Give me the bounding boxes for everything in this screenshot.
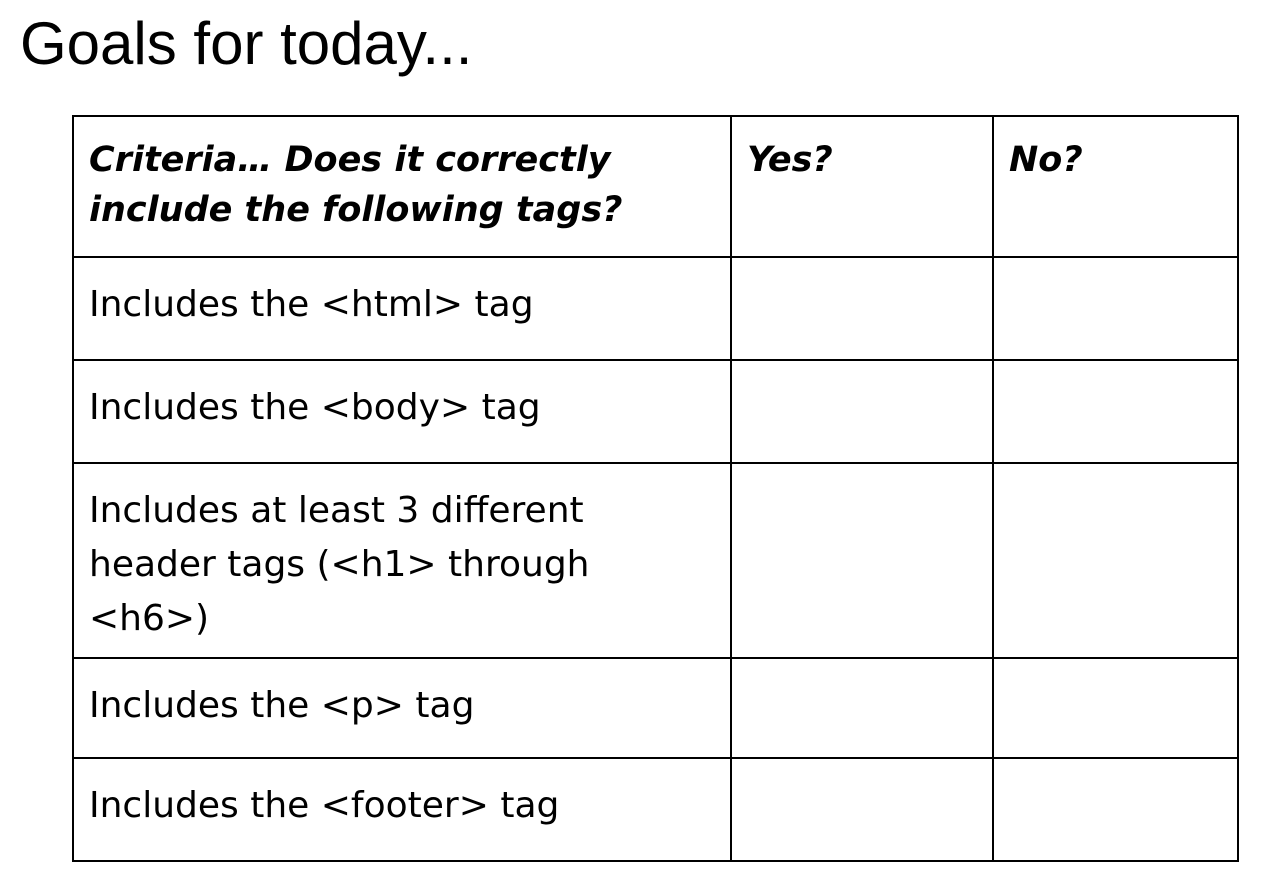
criteria-cell <box>73 360 731 463</box>
criteria-header <box>73 116 731 257</box>
no-cell[interactable] <box>993 658 1238 758</box>
criteria-cell <box>73 658 731 758</box>
table-row <box>73 463 1238 658</box>
no-cell[interactable] <box>993 758 1238 861</box>
criteria-text: Includes the <body> tag <box>89 387 541 428</box>
table-row <box>73 758 1238 861</box>
criteria-header-label: Criteria… Does it correctly include the following tags? <box>89 140 623 230</box>
no-cell[interactable] <box>993 257 1238 360</box>
criteria-text: Includes at least 3 different header tags (<h1> through <h6>) <box>89 490 590 639</box>
slide-title: Goals for today... <box>20 10 473 77</box>
table-row <box>73 658 1238 758</box>
criteria-text: Includes the <p> tag <box>89 685 475 726</box>
no-header <box>993 116 1238 257</box>
criteria-cell <box>73 758 731 861</box>
yes-cell[interactable] <box>731 658 993 758</box>
yes-cell[interactable] <box>731 360 993 463</box>
criteria-table <box>72 115 1239 862</box>
criteria-text: Includes the <footer> tag <box>89 785 560 826</box>
criteria-text: Includes the <html> tag <box>89 284 534 325</box>
yes-header-label: Yes? <box>747 140 833 180</box>
table-row <box>73 257 1238 360</box>
no-cell[interactable] <box>993 463 1238 658</box>
yes-cell[interactable] <box>731 463 993 658</box>
yes-header <box>731 116 993 257</box>
yes-cell[interactable] <box>731 257 993 360</box>
criteria-cell <box>73 257 731 360</box>
table-header-row <box>73 116 1238 257</box>
table-row <box>73 360 1238 463</box>
no-cell[interactable] <box>993 360 1238 463</box>
no-header-label: No? <box>1009 140 1083 180</box>
criteria-cell <box>73 463 731 658</box>
yes-cell[interactable] <box>731 758 993 861</box>
